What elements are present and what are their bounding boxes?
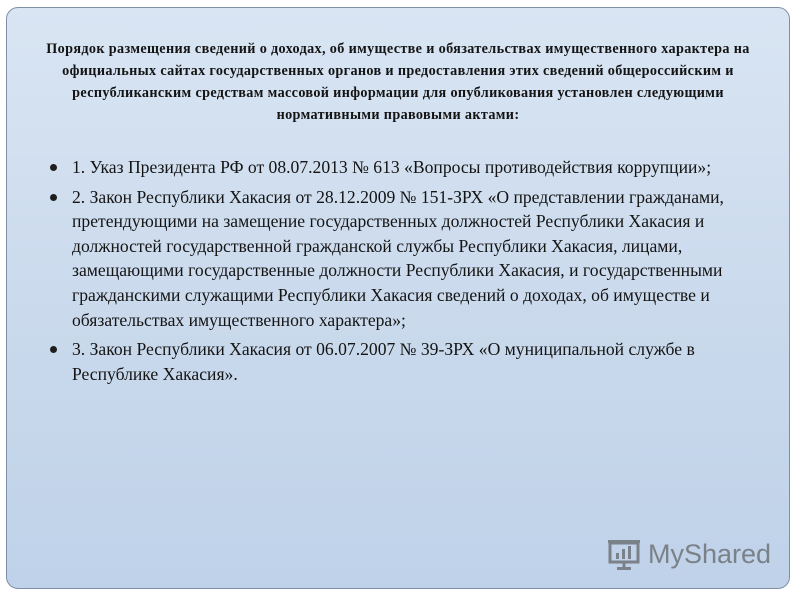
- list-item: [72, 185, 732, 333]
- list-item-text: 1. Указ Президента РФ от 08.07.2013 № 613 «Вопросы противодействия коррупции»;: [72, 157, 712, 177]
- list-item-text: 2. Закон Республики Хакасия от 28.12.2009 № 151-ЗРХ «О представлении гражданами, претендующими на замещение государственных должностей Республики Хакасия и должностей государственной гражданской службы Республики Хакасия, лицами, замещающими государственные должности Республики Хакасия, и государственными гражданскими служащими Республики Хакасия сведений о доходах, об имуществе и обязательствах имущественного характера»;: [72, 186, 724, 330]
- legal-acts-list: [72, 155, 732, 391]
- slide-heading: Порядок размещения сведений о доходах, об имуществе и обязательствах имущественного характера на официальных сайтах государственных органов и предоставления этих сведений общероссийским и республиканским средствам массовой информации для опубликования установлен следующими нормативными правовыми актами:: [46, 41, 750, 123]
- list-item: [72, 337, 732, 386]
- watermark-text: MyShared: [648, 539, 772, 569]
- list-item-text: 3. Закон Республики Хакасия от 06.07.2007 № 39-ЗРХ «О муниципальной службе в Республике Хакасия».: [72, 339, 695, 384]
- watermark-logo: [606, 536, 772, 572]
- presentation-board-icon: [606, 536, 642, 572]
- bullet-icon: [50, 194, 57, 201]
- list-item: [72, 155, 732, 180]
- bullet-icon: [50, 164, 57, 171]
